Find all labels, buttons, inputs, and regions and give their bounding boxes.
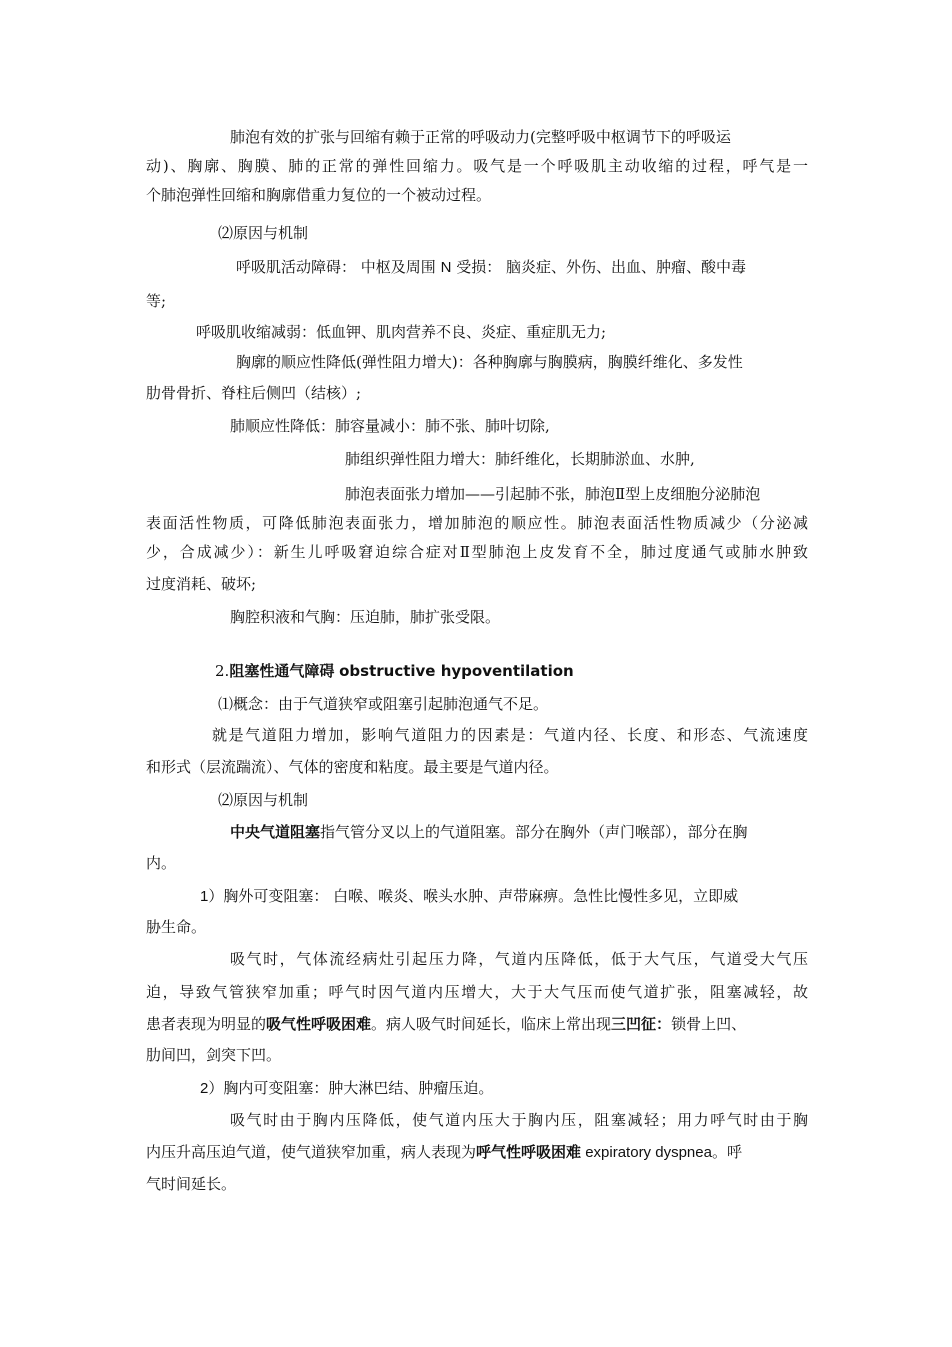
- section2-title-en: obstructive hypoventilation: [339, 662, 574, 680]
- central-line1: [230, 818, 808, 847]
- extra-line2: 胁生命。: [146, 918, 207, 936]
- intra-line1-rest: 胸内可变阻塞：肿大淋巴结、肿瘤压迫。: [223, 1079, 494, 1097]
- intra-line3: [146, 1138, 808, 1168]
- lung-line6: 过度消耗、破坏;: [146, 575, 257, 593]
- para1-line3: 个肺泡弹性回缩和胸廓借重力复位的一个被动过程。: [146, 186, 492, 204]
- expiratory-dyspnea-term: 呼气性呼吸困难: [476, 1143, 582, 1161]
- inspiratory-dyspnea-term: 吸气性呼吸困难: [266, 1015, 372, 1033]
- cause2-heading: ⑵原因与机制: [218, 791, 309, 809]
- muscle-line2: 等;: [146, 292, 167, 310]
- lung-line3-b: 引起肺不张，肺泡Ⅱ型上皮细胞分泌肺泡: [495, 485, 761, 503]
- intra-line1: [200, 1074, 493, 1104]
- central-line1-rest: 指气管分叉以上的气道阻塞。部分在胸外（声门喉部），部分在胸: [320, 823, 748, 841]
- muscle-activity-line: [236, 253, 808, 283]
- three-depression-sign-term: 三凹征：: [611, 1015, 672, 1033]
- thorax-line1: 胸廓的顺应性降低(弹性阻力增大)：各种胸廓与胸膜病，胸膜纤维化、多发性: [236, 353, 743, 371]
- concept-line3: 和形式（层流踹流）、气体的密度和粘度。最主要是气道内径。: [146, 758, 559, 776]
- intra-number: 2）: [200, 1080, 224, 1097]
- lung-line4: 表面活性物质，可降低肺泡表面张力，增加肺泡的顺应性。肺泡表面活性物质减少（分泌减: [146, 514, 808, 532]
- lung-line3-a: 肺泡表面张力增加: [345, 485, 466, 503]
- cause1-heading: ⑵原因与机制: [218, 224, 309, 242]
- intra-line3-a: 内压升高压迫气道，使气道狭窄加重，病人表现为: [146, 1143, 477, 1161]
- lung-line1: 肺顺应性降低：肺容量减小：肺不张、肺叶切除,: [230, 417, 550, 435]
- concept-line2: 就是气道阻力增加，影响气道阻力的因素是：气道内径、长度、和形态、气流速度: [212, 726, 808, 744]
- extra-line5-b: 。病人吸气时间延长，临床上常出现: [371, 1015, 612, 1033]
- expiratory-dyspnea-en: expiratory dyspnea: [581, 1144, 712, 1161]
- extra-number: 1）: [200, 888, 224, 905]
- section2-title-cn: 阻塞性通气障碍: [229, 662, 335, 680]
- section2-heading: [215, 657, 574, 686]
- muscle-activity-a: 呼吸肌活动障碍： 中枢及周围: [236, 258, 436, 276]
- extra-line1: [200, 882, 808, 912]
- extra-line3: 吸气时，气体流经病灶引起压力降，气道内压降低，低于大气压，气道受大气压: [230, 950, 808, 968]
- central-bold-term: 中央气道阻塞: [230, 823, 321, 841]
- lung-line2: 肺组织弹性阻力增大：肺纤维化，长期肺淤血、水肿,: [345, 450, 695, 468]
- muscle-activity-n: N: [440, 259, 452, 276]
- extra-line4: 迫，导致气管狭窄加重；呼气时因气道内压增大，大于大气压而使气道扩张，阻塞减轻，故: [146, 983, 808, 1001]
- extra-line5-c: 锁骨上凹、: [671, 1015, 747, 1033]
- lung-line3-dash: ——: [465, 485, 496, 503]
- lung-line5: 少，合成减少）：新生儿呼吸窘迫综合症对Ⅱ型肺泡上皮发育不全，肺过度通气或肺水肿致: [146, 543, 808, 561]
- para1-line1: 肺泡有效的扩张与回缩有赖于正常的呼吸动力(完整呼吸中枢调节下的呼吸运: [230, 128, 731, 146]
- extra-line5-a: 患者表现为明显的: [146, 1015, 267, 1033]
- central-line2: 内。: [146, 854, 177, 872]
- muscle-contraction-line: 呼吸肌收缩减弱：低血钾、肌肉营养不良、炎症、重症肌无力;: [196, 323, 607, 341]
- thorax-line2: 肋骨骨折、脊柱后侧凹（结核）;: [146, 384, 362, 402]
- concept-line1: ⑴概念：由于气道狭窄或阻塞引起肺泡通气不足。: [218, 695, 549, 713]
- lung-line3: [345, 480, 760, 509]
- intra-line2: 吸气时由于胸内压降低，使气道内压大于胸内压，阻塞减轻；用力呼气时由于胸: [230, 1111, 808, 1129]
- pleura-line: 胸腔积液和气胸：压迫肺，肺扩张受限。: [230, 608, 501, 626]
- section2-number: 2.: [215, 662, 230, 680]
- intra-line3-b: 。呼: [711, 1143, 742, 1161]
- extra-line5: [146, 1010, 808, 1039]
- muscle-activity-b: 受损： 脑炎症、外伤、出血、肿瘤、酸中毒: [456, 258, 746, 276]
- extra-line1-rest: 胸外可变阻塞： 白喉、喉炎、喉头水肿、声带麻痹。急性比慢性多见，立即威: [223, 887, 739, 905]
- extra-line6: 肋间凹，剑突下凹。: [146, 1046, 282, 1064]
- intra-line4: 气时间延长。: [146, 1175, 237, 1193]
- para1-line2: 动)、胸廓、胸膜、肺的正常的弹性回缩力。吸气是一个呼吸肌主动收缩的过程，呼气是一: [146, 157, 808, 175]
